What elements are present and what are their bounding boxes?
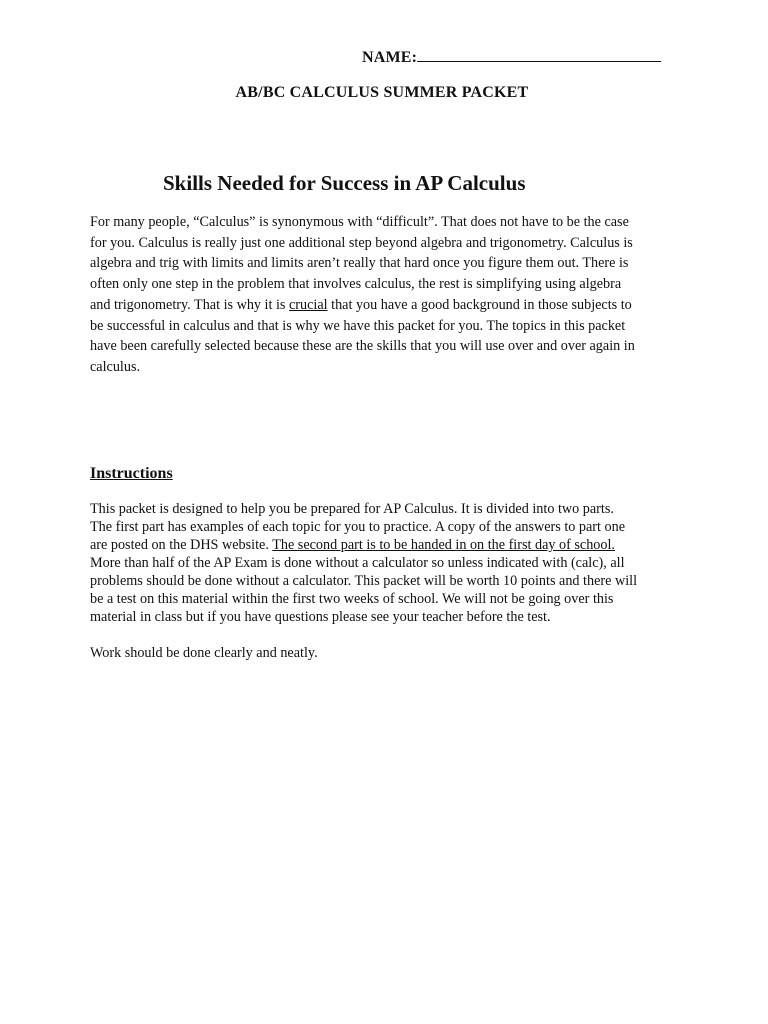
intro-paragraph (90, 212, 676, 378)
intro-line-5 (90, 295, 676, 316)
packet-title (0, 84, 768, 102)
main-heading: Skills Needed for Success in AP Calculus (163, 171, 526, 195)
intro-line-1: For many people, “Calculus” is synonymous with “difficult”. That does not have to be the case (90, 214, 629, 230)
instructions-heading: Instructions (90, 465, 173, 482)
instructions-line-7: material in class but if you have questions please see your teacher before the test. (90, 609, 551, 625)
name-label: NAME: (362, 49, 418, 66)
intro-line-4: often only one step in the problem that involves calculus, the rest is simplifying using algebra (90, 276, 622, 293)
name-field (362, 46, 661, 67)
instructions-line-3 (90, 536, 690, 554)
instructions-line-6: be a test on this material within the first two weeks of school. We will not be going over this (90, 591, 614, 607)
instructions-line-1: This packet is designed to help you be prepared for AP Calculus. It is divided into two parts. (90, 501, 614, 517)
intro-line-5-start: and trigonometry. That is why it is (90, 296, 289, 313)
intro-line-3: algebra and trig with limits and limits aren’t really that hard once you figure them out. There is (90, 255, 629, 272)
instructions-line-5: problems should be done without a calculator. This packet will be worth 10 points and there will (90, 573, 638, 589)
intro-line-7: have been carefully selected because these are the skills that you will use over and over again in (90, 338, 635, 355)
closing-note: Work should be done clearly and neatly. (90, 645, 318, 661)
name-blank-line (417, 46, 661, 62)
intro-line-5-end: that you have a good background in those subjects to (327, 296, 632, 313)
intro-line-8: calculus. (90, 358, 141, 375)
intro-line-2: for you. Calculus is really just one additional step beyond algebra and trigonometry. Calculus is (90, 234, 633, 251)
instructions-line-4: More than half of the AP Exam is done without a calculator so unless indicated with (calc), all (90, 555, 625, 571)
packet-title-text: AB/BC CALCULUS SUMMER PACKET (235, 84, 529, 101)
hand-in-emphasis: The second part is to be handed in on the first day of school. (272, 537, 615, 553)
instructions-paragraph (90, 500, 690, 626)
instructions-line-2: The first part has examples of each topic for you to practice. A copy of the answers to part one (90, 519, 626, 535)
intro-line-6: be successful in calculus and that is why we have this packet for you. The topics in this packet (90, 317, 626, 334)
crucial-emphasis: crucial (289, 296, 328, 313)
instructions-line-3-start: are posted on the DHS website. (90, 537, 273, 553)
